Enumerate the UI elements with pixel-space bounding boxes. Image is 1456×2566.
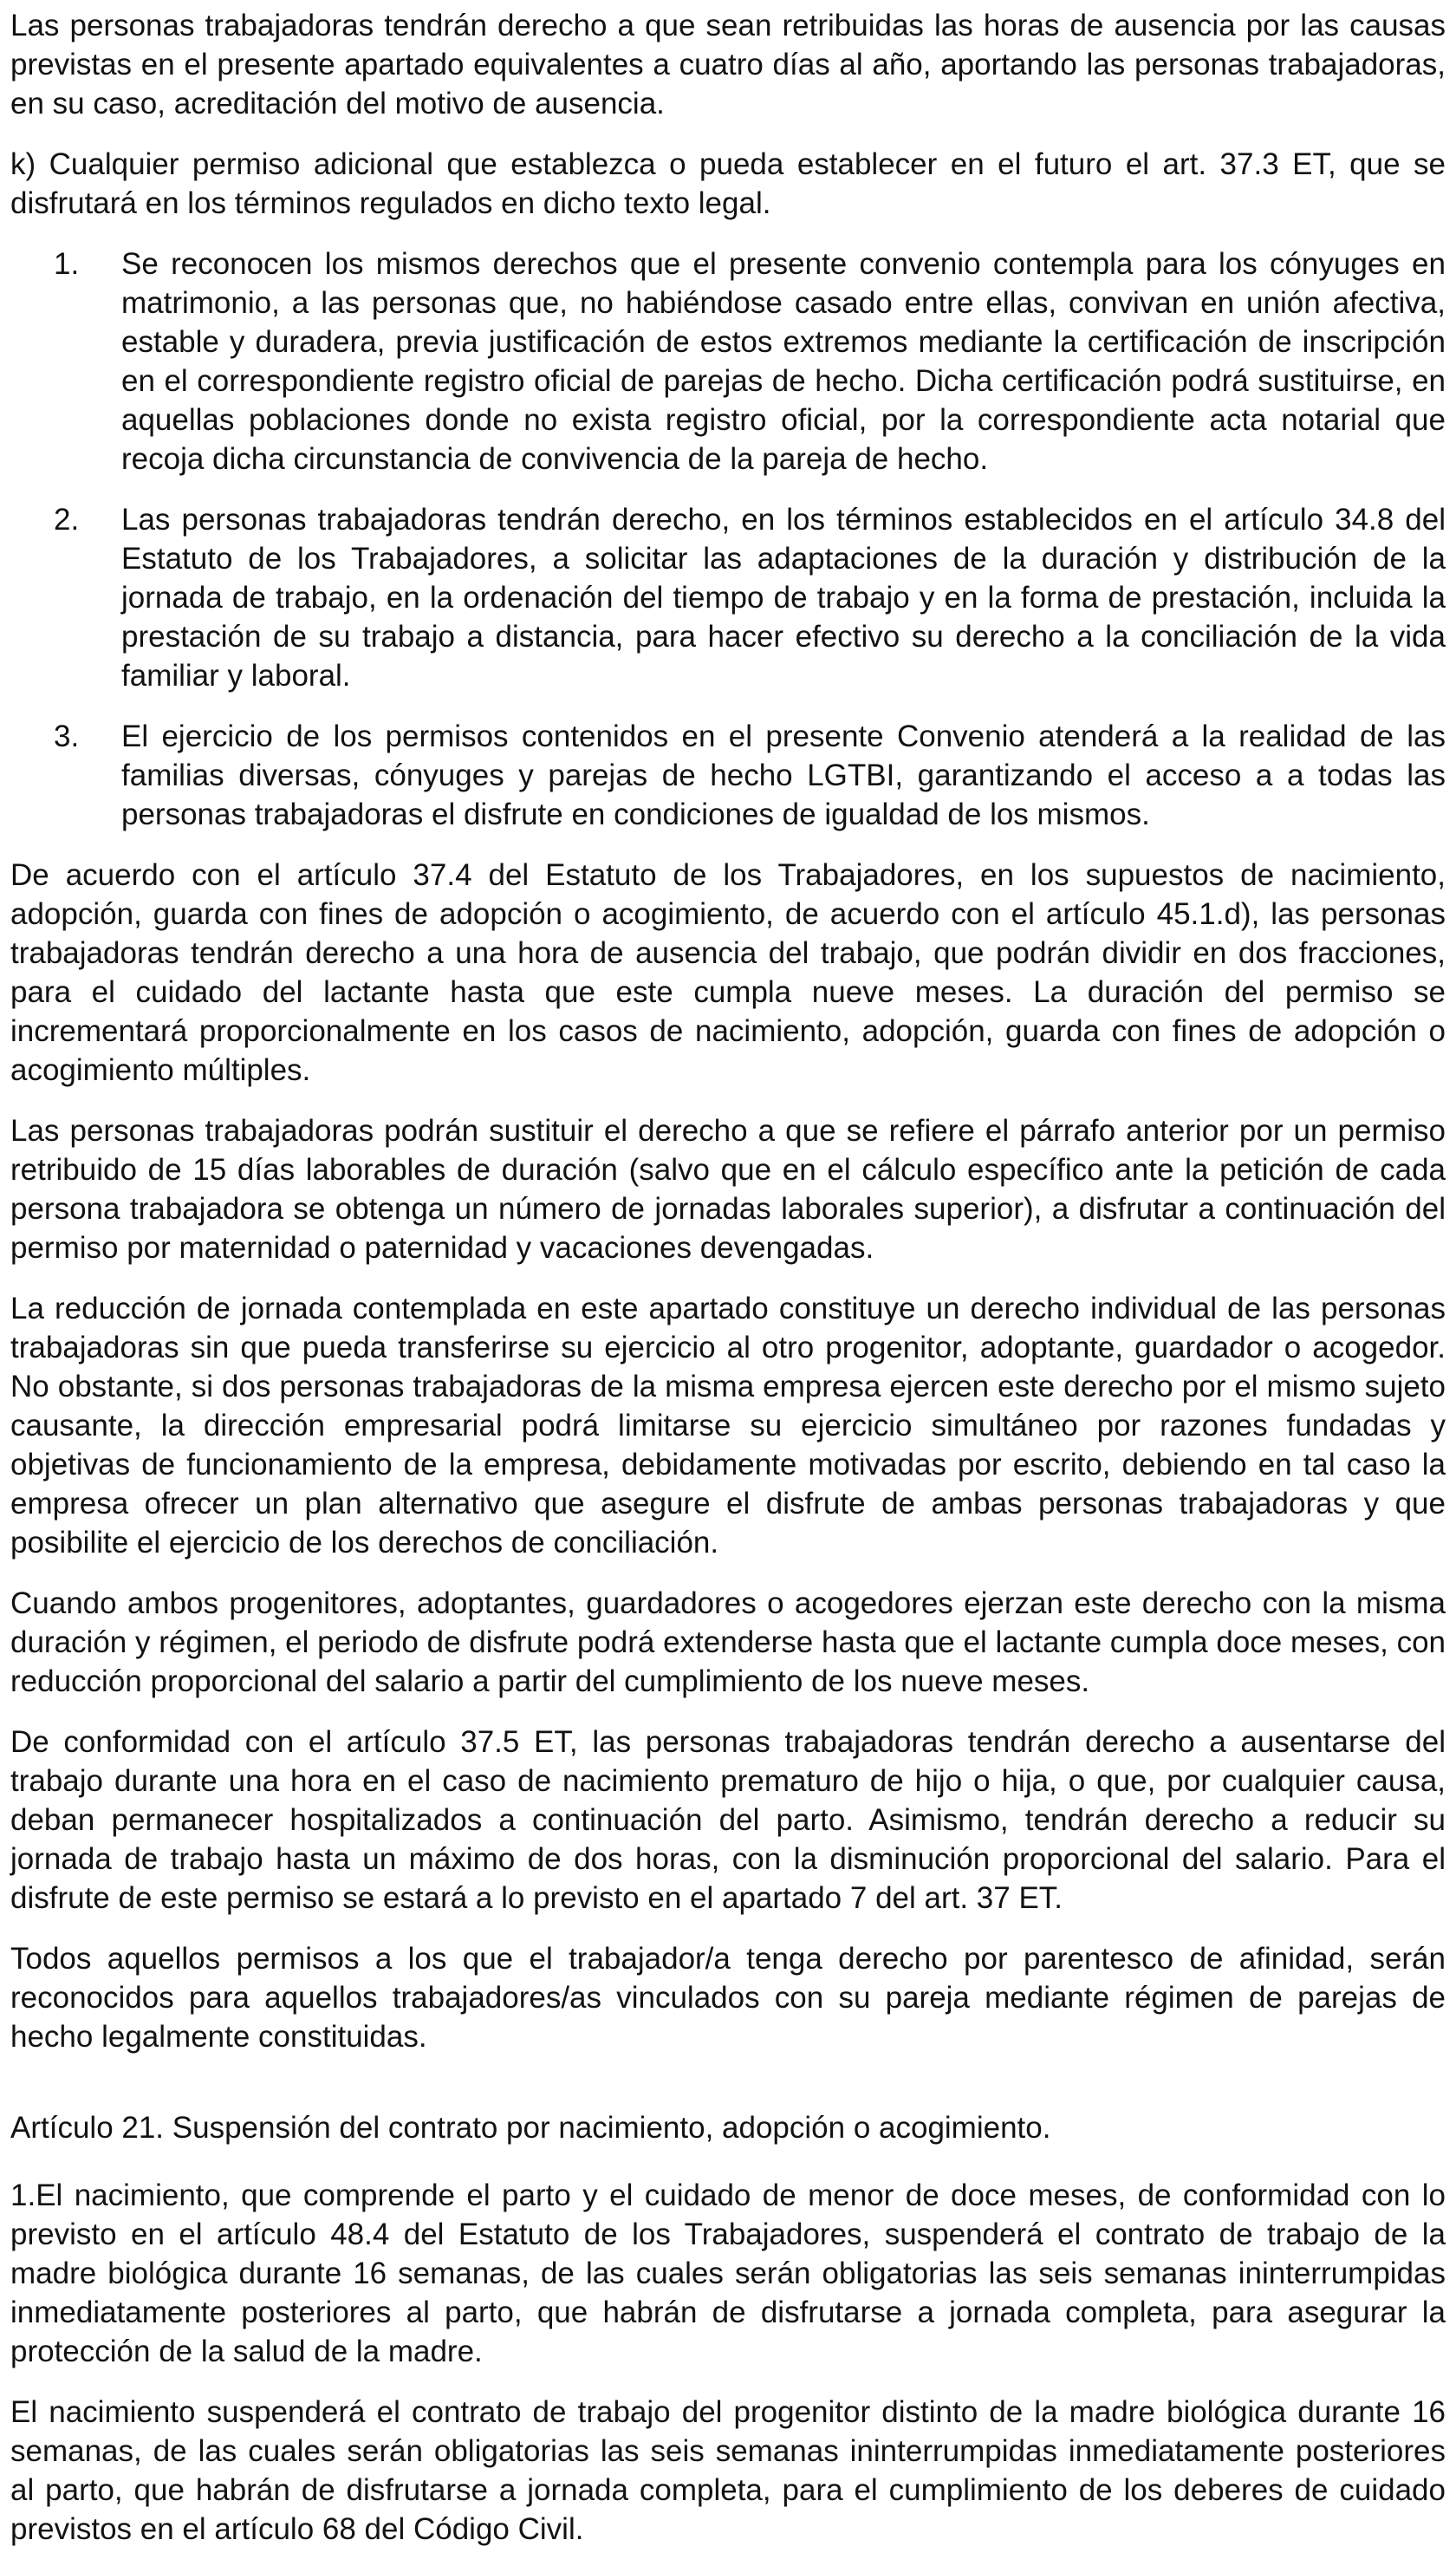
document-paragraph: Todos aquellos permisos a los que el trabajador/a tenga derecho por parentesco de afinidad, serán reconocidos para aquellos trabajadores/as vinculados con su pareja mediante régimen de parejas de hecho legalmente constituidas.	[10, 1942, 1446, 2054]
document-paragraph: Cuando ambos progenitores, adoptantes, guardadores o acogedores ejerzan este derecho con la misma duración y régimen, el periodo de disfrute podrá extenderse hasta que el lactante cumpla doce meses, con reducción proporcional del salario a partir del cumplimiento de los nueve meses.	[10, 1586, 1446, 1698]
list-item-text: El ejercicio de los permisos contenidos en el presente Convenio atenderá a la realidad de las familias diversas, cónyuges y parejas de hecho LGTBI, garantizando el acceso a a todas las personas trabajadoras el disfrute en condiciones de igualdad de los mismos.	[121, 720, 1446, 831]
document-paragraph: k) Cualquier permiso adicional que establezca o pueda establecer en el futuro el art. 37.3 ET, que se disfrutará en los términos regulados en dicho texto legal.	[10, 147, 1446, 220]
document-paragraph: El nacimiento suspenderá el contrato de trabajo del progenitor distinto de la madre biológica durante 16 semanas, de las cuales serán obligatorias las seis semanas ininterrumpidas inmediatamente posteriores al parto, que habrán de disfrutarse a jornada completa, para el cumplimiento de los deberes de cuidado previstos en el artículo 68 del Código Civil.	[10, 2395, 1446, 2546]
numbered-list-item	[10, 244, 1446, 479]
document-paragraph: De acuerdo con el artículo 37.4 del Estatuto de los Trabajadores, en los supuestos de nacimiento, adopción, guarda con fines de adopción o acogimiento, de acuerdo con el artículo 45.1.d), las personas trabajadoras tendrán derecho a una hora de ausencia del trabajo, que podrán dividir en dos fracciones, para el cuidado del lactante hasta que este cumpla nueve meses. La duración del permiso se incrementará proporcionalmente en los casos de nacimiento, adopción, guarda con fines de adopción o acogimiento múltiples.	[10, 858, 1446, 1087]
document-paragraph: 1.El nacimiento, que comprende el parto y el cuidado de menor de doce meses, de conformidad con lo previsto en el artículo 48.4 del Estatuto de los Trabajadores, suspenderá el contrato de trabajo de la madre biológica durante 16 semanas, de las cuales serán obligatorias las seis semanas ininterrumpidas inmediatamente posteriores al parto, que habrán de disfrutarse a jornada completa, para asegurar la protección de la salud de la madre.	[10, 2178, 1446, 2368]
article-heading: Artículo 21. Suspensión del contrato por nacimiento, adopción o acogimiento.	[10, 2111, 1051, 2145]
list-item-number: 2.	[54, 503, 80, 537]
numbered-list-item	[10, 500, 1446, 695]
document-paragraph: Las personas trabajadoras tendrán derecho a que sean retribuidas las horas de ausencia por las causas previstas en el presente apartado equivalentes a cuatro días al año, aportando las personas trabajadoras, en su caso, acreditación del motivo de ausencia.	[10, 9, 1446, 120]
list-item-text: Se reconocen los mismos derechos que el presente convenio contempla para los cónyuges en matrimonio, a las personas que, no habiéndose casado entre ellas, convivan en unión afectiva, estable y duradera, previa justificación de estos extremos mediante la certificación de inscripción en el correspondiente registro oficial de parejas de hecho. Dicha certificación podrá sustituirse, en aquellas poblaciones donde no exista registro oficial, por la correspondiente acta notarial que recoja dicha circunstancia de convivencia de la pareja de hecho.	[121, 247, 1446, 476]
list-item-number: 1.	[54, 247, 80, 281]
document-paragraph: Las personas trabajadoras podrán sustituir el derecho a que se refiere el párrafo anterior por un permiso retribuido de 15 días laborables de duración (salvo que en el cálculo específico ante la petición de cada persona trabajadora se obtenga un número de jornadas laborales superior), a disfrutar a continuación del permiso por maternidad o paternidad y vacaciones devengadas.	[10, 1114, 1446, 1265]
document-paragraph: La reducción de jornada contemplada en este apartado constituye un derecho individual de las personas trabajadoras sin que pueda transferirse su ejercicio al otro progenitor, adoptante, guardador o acogedor. No obstante, si dos personas trabajadoras de la misma empresa ejercen este derecho por el mismo sujeto causante, la dirección empresarial podrá limitarse su ejercicio simultáneo por razones fundadas y objetivas de funcionamiento de la empresa, debidamente motivadas por escrito, debiendo en tal caso la empresa ofrecer un plan alternativo que asegure el disfrute de ambas personas trabajadoras y que posibilite el ejercicio de los derechos de conciliación.	[10, 1292, 1446, 1560]
numbered-list-item	[10, 717, 1446, 834]
document-paragraph: De conformidad con el artículo 37.5 ET, las personas trabajadoras tendrán derecho a ausentarse del trabajo durante una hora en el caso de nacimiento prematuro de hijo o hija, o que, por cualquier causa, deban permanecer hospitalizados a continuación del parto. Asimismo, tendrán derecho a reducir su jornada de trabajo hasta un máximo de dos horas, con la disminución proporcional del salario. Para el disfrute de este permiso se estará a lo previsto en el apartado 7 del art. 37 ET.	[10, 1725, 1446, 1915]
list-item-text: Las personas trabajadoras tendrán derecho, en los términos establecidos en el artículo 34.8 del Estatuto de los Trabajadores, a solicitar las adaptaciones de la duración y distribución de la jornada de trabajo, en la ordenación del tiempo de trabajo y en la forma de prestación, incluida la prestación de su trabajo a distancia, para hacer efectivo su derecho a la conciliación de la vida familiar y laboral.	[121, 503, 1446, 693]
list-item-number: 3.	[54, 720, 80, 753]
